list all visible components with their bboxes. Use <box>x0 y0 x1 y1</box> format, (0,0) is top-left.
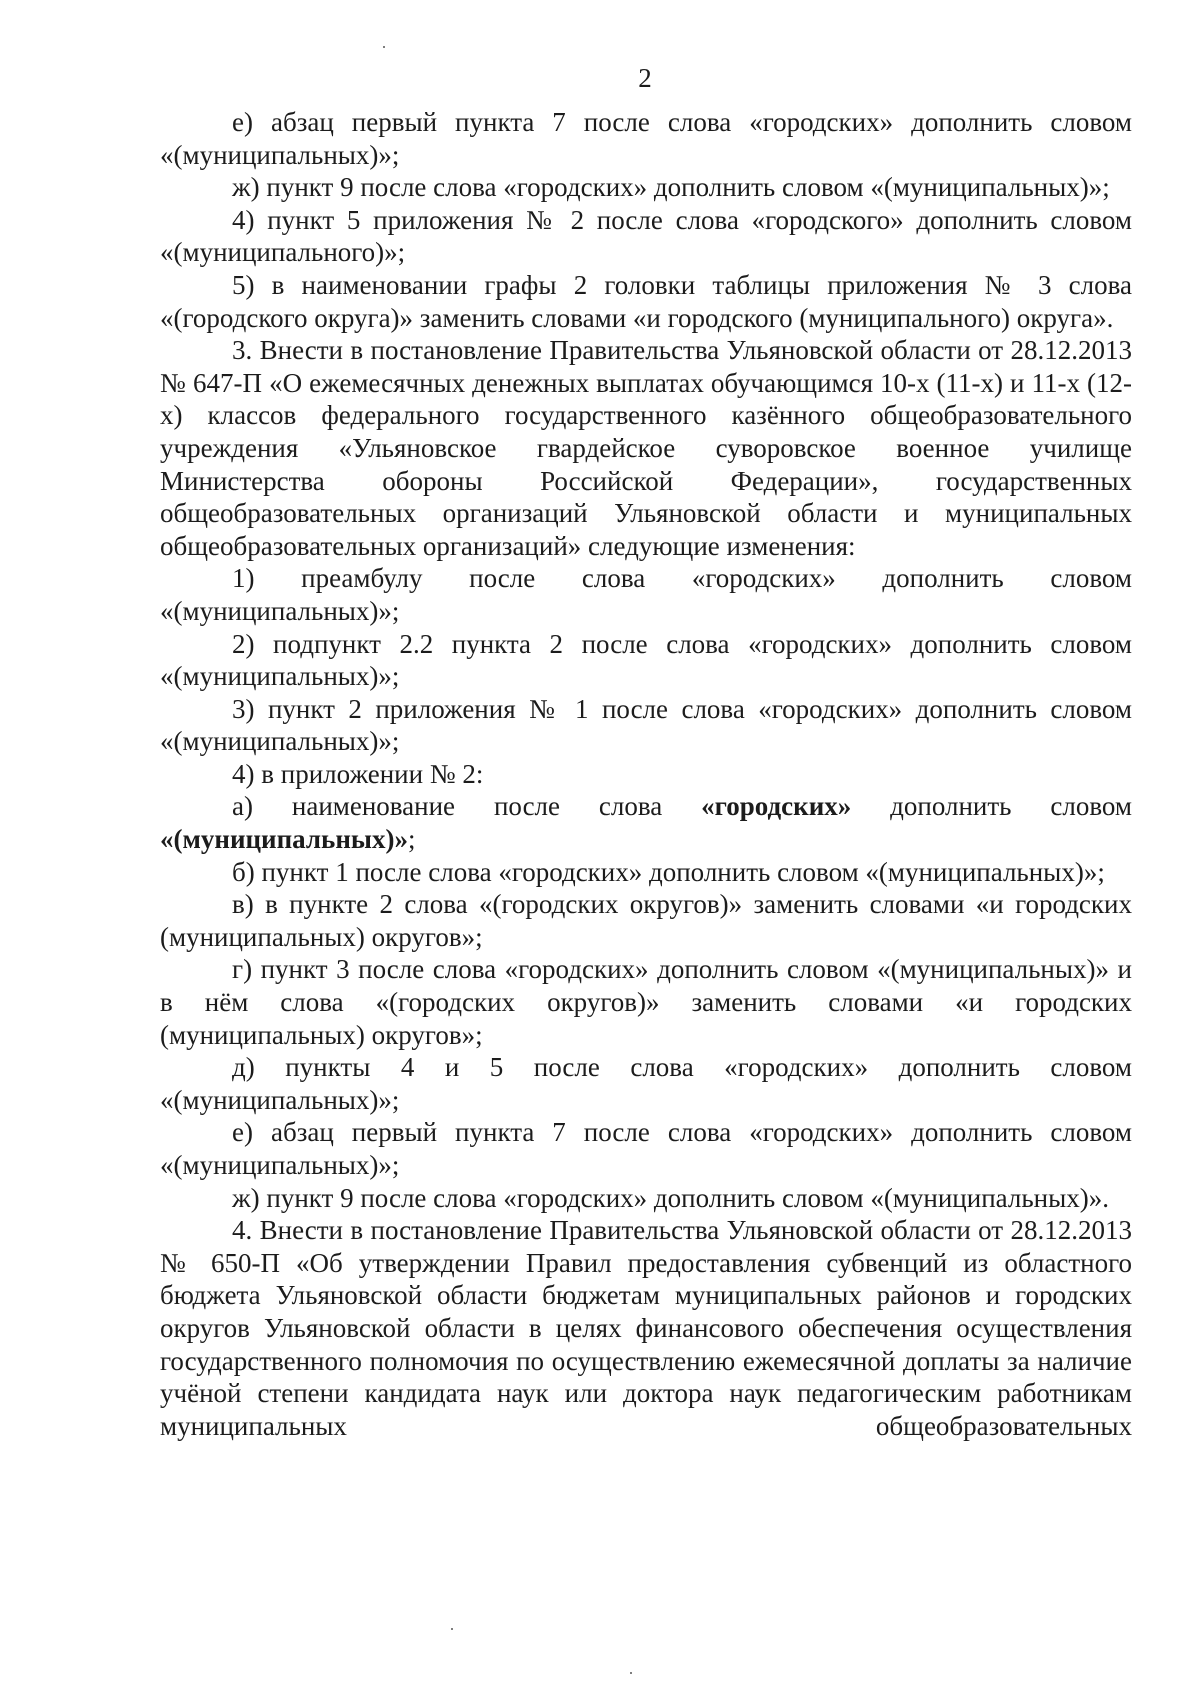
document-body <box>160 106 1132 1442</box>
paragraph-3zh: ж) пункт 9 после слова «городских» дополнить словом «(муниципальных)»; <box>232 172 1110 203</box>
paragraph-s3-4: 4) в приложении № 2: <box>232 758 484 789</box>
paragraph-4: 4) пункт 5 приложения № 2 после слова «городского» дополнить словом «(муниципального)»; <box>160 204 1132 268</box>
item-a-prefix: а) наименование после слова <box>232 791 702 822</box>
paragraph-s3-2: 2) подпункт 2.2 пункта 2 после слова «городских» дополнить словом «(муниципальных)»; <box>160 628 1132 692</box>
item-a-suffix: ; <box>407 824 416 855</box>
page-number: 2 <box>638 63 652 93</box>
paragraph-section-4: 4. Внести в постановление Правительства Ульяновской области от 28.12.2013 № 650-П «Об утверждении Правил предоставления субвенций из областного бюджета Ульяновской области бюджетам муниципальных районов и городских округов Ульяновской области в целях финансового обеспечения осуществления государственного полномочия по осуществлению ежемесячной доплаты за наличие учёной степени кандидата наук или доктора наук педагогическим работникам муниципальных общеобразовательных <box>160 1215 1132 1441</box>
item-a-middle: дополнить словом <box>851 791 1132 822</box>
item-a-bold-replacement: «(муниципальных)» <box>160 824 408 855</box>
paragraph-s3-4zh: ж) пункт 9 после слова «городских» дополнить словом «(муниципальных)». <box>232 1182 1109 1213</box>
paragraph-s3-4g: г) пункт 3 после слова «городских» дополнить словом «(муниципальных)» и в нём слова «(городских округов)» заменить словами «и городских (муниципальных) округов»; <box>160 954 1132 1050</box>
scan-speck <box>383 46 385 48</box>
scan-speck <box>630 1672 632 1674</box>
paragraph-s3-4e: е) абзац первый пункта 7 после слова «городских» дополнить словом «(муниципальных)»; <box>160 1117 1132 1180</box>
paragraph-s3-1: 1) преамбулу после слова «городских» дополнить словом «(муниципальных)»; <box>160 563 1132 626</box>
paragraph-5: 5) в наименовании графы 2 головки таблицы приложения № 3 слова «(городского округа)» заменить словами «и городского (муниципального) округа». <box>160 269 1132 333</box>
paragraph-s3-4a <box>160 790 1132 855</box>
paragraph-s3-3: 3) пункт 2 приложения № 1 после слова «городских» дополнить словом «(муниципальных)»; <box>160 693 1132 757</box>
item-a-bold-word: «городских» <box>701 791 852 822</box>
paragraph-s3-4d: д) пункты 4 и 5 после слова «городских» дополнить словом «(муниципальных)»; <box>160 1052 1132 1115</box>
paragraph-s3-4v: в) в пункте 2 слова «(городских округов)» заменить словами «и городских (муниципальных) округов»; <box>160 889 1132 952</box>
paragraph-s3-4b: б) пункт 1 после слова «городских» дополнить словом «(муниципальных)»; <box>232 856 1105 887</box>
scan-speck <box>451 1628 453 1630</box>
paragraph-3e: е) абзац первый пункта 7 после слова «городских» дополнить словом «(муниципальных)»; <box>160 107 1132 170</box>
paragraph-section-3: 3. Внести в постановление Правительства Ульяновской области от 28.12.2013 № 647-П «О ежемесячных денежных выплатах обучающимся 10-х (11-х) и 11-х (12-х) классов федерального государственного казённого общеобразовательного учреждения «Ульяновское гвардейское суворовское военное училище Министерства обороны Российской Федерации», государственных общеобразовательных организаций Ульяновской области и муниципальных общеобразовательных организаций» следующие изменения: <box>160 335 1132 561</box>
